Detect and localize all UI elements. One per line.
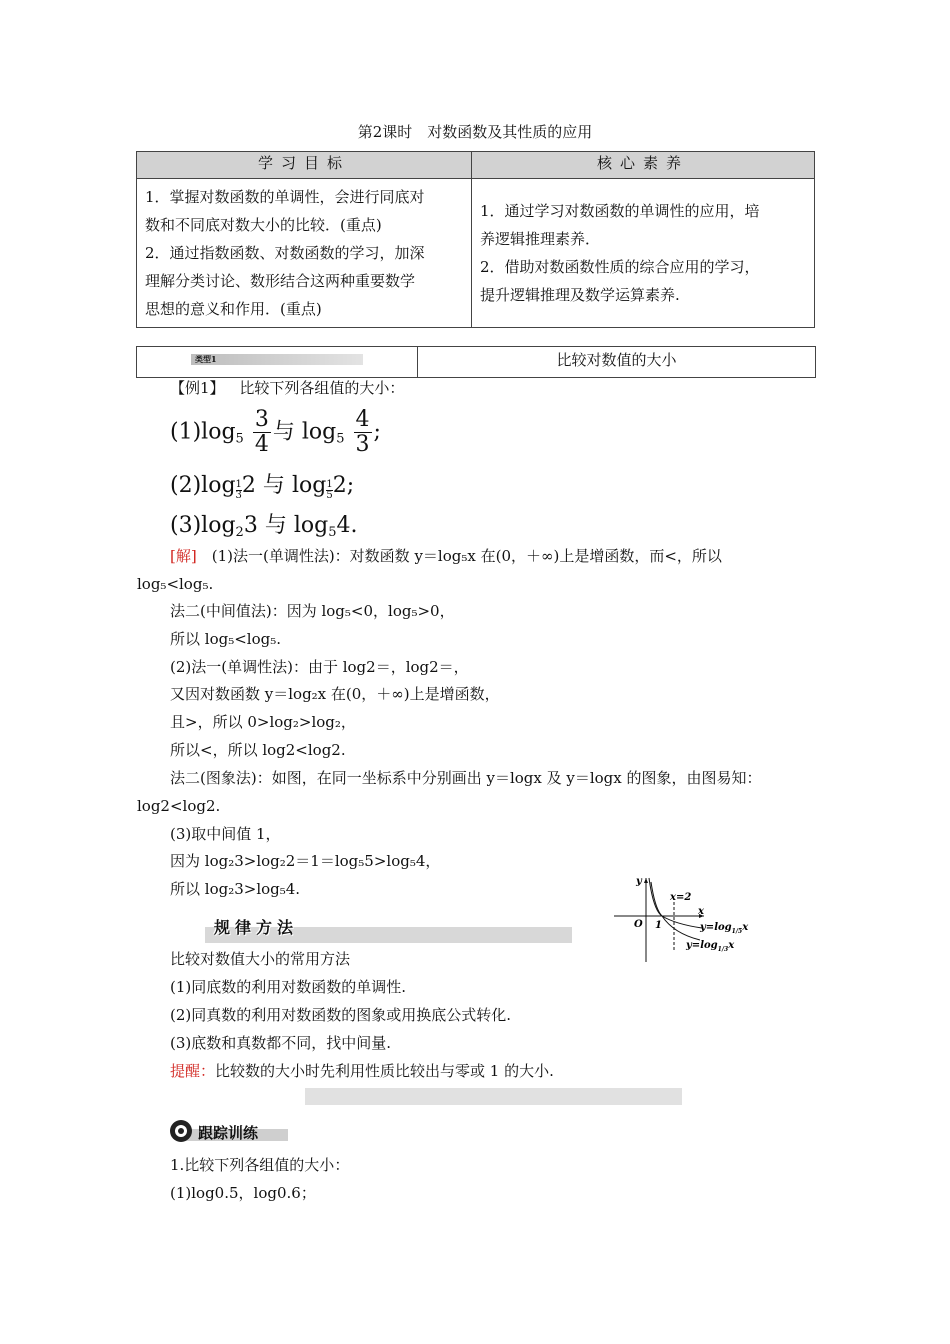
log-argument: 4. bbox=[336, 513, 358, 538]
log-text: log bbox=[201, 419, 236, 445]
numerator: 3 bbox=[254, 407, 269, 432]
log-base: 2 bbox=[235, 525, 244, 540]
example-header bbox=[170, 378, 404, 398]
log-base: 5 bbox=[235, 431, 244, 447]
solution-line: log2<log2. bbox=[137, 797, 221, 815]
example-label: 【例1】 bbox=[170, 379, 225, 397]
curve-label-1-5 bbox=[699, 922, 749, 935]
log-text: log bbox=[201, 513, 236, 538]
log-text: log bbox=[291, 473, 327, 498]
tip-text: 比较数的大小时先利用性质比较出与零或 1 的大小. bbox=[215, 1062, 554, 1080]
formula-number: (1) bbox=[170, 419, 202, 445]
curve-label-base: 1/5 bbox=[731, 928, 743, 935]
method-tip bbox=[170, 1061, 554, 1081]
log-argument: 2 bbox=[241, 473, 256, 498]
x-equals-2-label: x=2 bbox=[670, 892, 692, 903]
and-text: 与 bbox=[262, 473, 285, 498]
exercise-question: 1.比较下列各组值的大小： bbox=[170, 1156, 350, 1174]
solution-text: (1)法一(单调性法)：对数函数 y＝log₅x 在(0，＋∞)上是增函数，而<，所以 bbox=[211, 547, 722, 565]
curve-label-text: y=log bbox=[700, 922, 732, 933]
and-text: 与 bbox=[264, 513, 287, 538]
y-axis-arrow bbox=[644, 878, 648, 883]
method-heading: 规律方法 bbox=[214, 918, 299, 937]
training-heading-label: 跟踪训练 bbox=[198, 1124, 259, 1142]
solution-tag: [解] bbox=[170, 547, 197, 565]
type-badge-cell bbox=[137, 347, 418, 377]
solution-line: 且>，所以 0>log₂>log₂， bbox=[170, 713, 356, 731]
log-text: log bbox=[301, 419, 337, 445]
solution-line: 所以<，所以 log2<log2. bbox=[170, 741, 346, 759]
goal-line: 理解分类讨论、数形结合这两种重要数学 bbox=[145, 272, 416, 290]
solution-line bbox=[170, 546, 722, 566]
exercise-subquestion: (1)log0.5，log0.6； bbox=[170, 1184, 316, 1202]
x-label: x bbox=[698, 906, 704, 917]
origin-label: O bbox=[634, 919, 643, 930]
solution-line: (2)法一(单调性法)：由于 log2＝，log2＝， bbox=[170, 658, 469, 676]
formula-1 bbox=[170, 408, 381, 457]
training-heading bbox=[170, 1120, 288, 1144]
one-label: 1 bbox=[655, 920, 662, 931]
target-icon bbox=[170, 1120, 192, 1142]
learning-goals-table bbox=[136, 151, 815, 328]
literacy-line: 提升逻辑推理及数学运算素养. bbox=[480, 286, 680, 304]
curve-label-1-3 bbox=[685, 940, 735, 953]
method-item: (1)同底数的利用对数函数的单调性. bbox=[170, 978, 407, 996]
method-item: (2)同真数的利用对数函数的图象或用换底公式转化. bbox=[170, 1006, 512, 1024]
curve-label-var: x bbox=[728, 940, 735, 951]
log-graph bbox=[612, 872, 760, 964]
goal-line: 数和不同底对数大小的比较．(重点) bbox=[145, 216, 382, 234]
formula-number: (3) bbox=[170, 513, 202, 538]
solution-line: (3)取中间值 1， bbox=[170, 825, 281, 843]
page-title: 第2课时 对数函数及其性质的应用 bbox=[357, 123, 593, 141]
denominator: 3 bbox=[235, 490, 242, 501]
literacy-cell bbox=[472, 179, 815, 328]
type-header bbox=[136, 346, 816, 378]
denominator: 4 bbox=[254, 432, 269, 457]
solution-line: 因为 log₂3>log₂2＝1＝log₅5>log₅4， bbox=[170, 852, 441, 870]
denominator: 5 bbox=[326, 490, 333, 501]
fraction bbox=[253, 408, 271, 457]
log-text: log bbox=[201, 473, 236, 498]
solution-line: 又因对数函数 y＝log₂x 在(0，＋∞)上是增函数， bbox=[170, 685, 500, 703]
formula-2 bbox=[170, 468, 354, 501]
numerator: 1 bbox=[326, 479, 333, 490]
solution-line: log₅<log₅. bbox=[137, 575, 214, 593]
type-title: 比较对数值的大小 bbox=[556, 351, 677, 369]
punct: ; bbox=[373, 419, 381, 445]
literacy-line: 2．借助对数函数性质的综合应用的学习， bbox=[480, 258, 760, 276]
literacy-header: 核心素养 bbox=[472, 152, 815, 179]
curve-label-base: 1/3 bbox=[717, 946, 729, 953]
goal-line: 思想的意义和作用．(重点) bbox=[145, 300, 322, 318]
numerator: 1 bbox=[235, 479, 242, 490]
denominator: 3 bbox=[355, 432, 370, 457]
goals-header: 学习目标 bbox=[137, 152, 472, 179]
curve-label-var: x bbox=[742, 922, 749, 933]
log-base: 5 bbox=[328, 525, 337, 540]
solution-line: 所以 log₂3>log₅4. bbox=[170, 880, 301, 898]
formula-3 bbox=[170, 508, 358, 540]
tip-label: 提醒： bbox=[170, 1062, 216, 1080]
solution-line: 所以 log₅<log₅. bbox=[170, 630, 281, 648]
fraction bbox=[354, 408, 372, 457]
log-argument: 3 bbox=[243, 513, 258, 538]
goal-line: 1．掌握对数函数的单调性，会进行同底对 bbox=[145, 188, 425, 206]
and-text: 与 bbox=[272, 419, 295, 445]
divider-bar bbox=[305, 1088, 682, 1105]
goals-cell bbox=[137, 179, 472, 328]
solution-line: 法二(图象法)：如图，在同一坐标系中分别画出 y＝logx 及 y＝logx 的图象，由图易知： bbox=[170, 769, 762, 787]
goal-line: 2．通过指数函数、对数函数的学习，加深 bbox=[145, 244, 425, 262]
curve-base-1-3 bbox=[651, 882, 700, 940]
log-text: log bbox=[293, 513, 329, 538]
type-badge-label: 类型1 bbox=[195, 354, 217, 364]
literacy-line: 养逻辑推理素养． bbox=[480, 230, 601, 248]
numerator: 4 bbox=[355, 407, 370, 432]
log-argument: 2 bbox=[332, 473, 347, 498]
example-prompt: 比较下列各组值的大小： bbox=[239, 379, 405, 397]
y-label: y bbox=[636, 876, 642, 887]
method-title: 比较对数值大小的常用方法 bbox=[170, 950, 351, 968]
curve-label-text: y=log bbox=[686, 940, 718, 951]
method-item: (3)底数和真数都不同，找中间量. bbox=[170, 1034, 392, 1052]
solution-line: 法二(中间值法)：因为 log₅<0，log₅>0， bbox=[170, 602, 455, 620]
formula-number: (2) bbox=[170, 473, 202, 498]
type-badge bbox=[191, 354, 363, 365]
punct: ; bbox=[346, 473, 355, 498]
literacy-line: 1．通过学习对数函数的单调性的应用，培 bbox=[480, 202, 760, 220]
log-base: 5 bbox=[336, 431, 345, 447]
